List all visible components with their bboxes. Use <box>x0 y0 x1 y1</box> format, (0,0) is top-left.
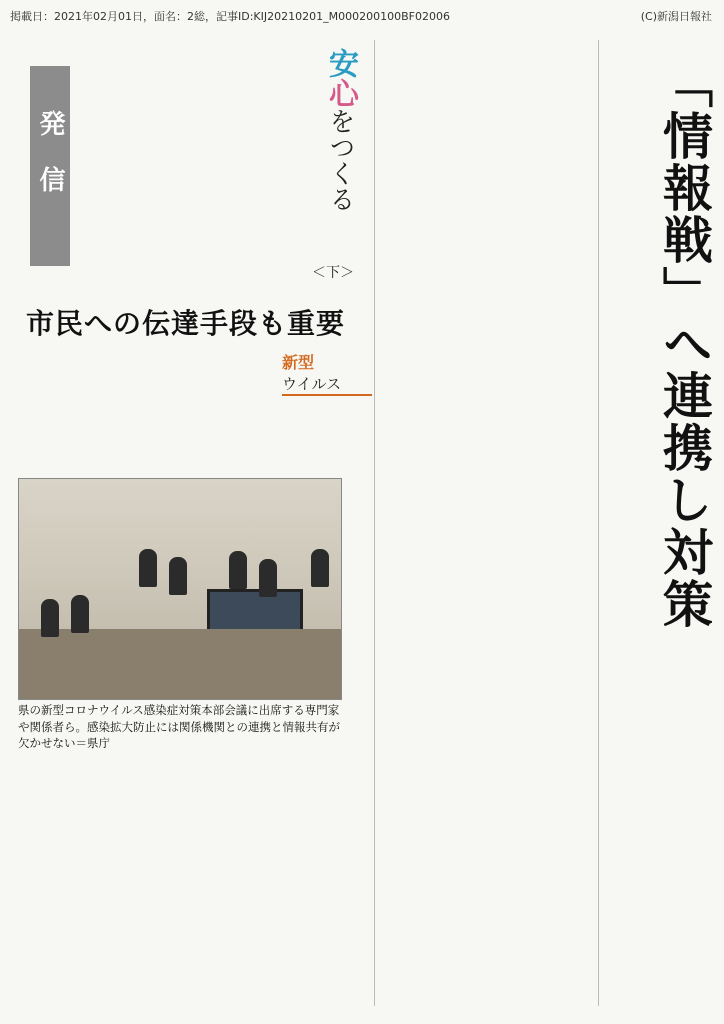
copyright: (C)新潟日報社 <box>640 10 712 23</box>
column-divider <box>598 40 599 1006</box>
photo-person <box>169 557 187 595</box>
topic-tag-line-2: ウイルス <box>282 373 372 396</box>
meta-line: 掲載日：2021年02月01日，面名：2総，記事ID:KIJ20210201_M000200100BF02006 <box>10 10 450 23</box>
photo-person <box>259 559 277 597</box>
series-logo <box>302 48 362 278</box>
series-logo-rest: をつくる <box>325 108 355 212</box>
series-part: ＜下＞ <box>312 265 354 281</box>
photo-person <box>71 595 89 633</box>
column-divider <box>374 40 375 1006</box>
series-logo-accent-1: 安 <box>323 48 358 78</box>
sub-headline: 市民への伝達手段も重要 <box>26 307 346 340</box>
series-logo-accent-2: 心 <box>323 78 358 108</box>
photo-person <box>311 549 329 587</box>
photo-person <box>41 599 59 637</box>
meeting-photo <box>18 478 342 700</box>
photo-caption: 県の新型コロナウイルス感染症対策本部会議に出席する専門家や関係者ら。感染拡大防止には関係機関との連携と情報共有が欠かせない＝県庁 <box>18 703 340 751</box>
topic-tag-line-1: 新型 <box>282 353 315 372</box>
headline: 「情報戦」へ連携し対策 <box>655 58 713 630</box>
topic-tag <box>282 350 372 396</box>
section-label: 発信 <box>30 66 70 266</box>
photo-person <box>229 551 247 589</box>
photo-table <box>19 629 341 699</box>
photo-person <box>139 549 157 587</box>
